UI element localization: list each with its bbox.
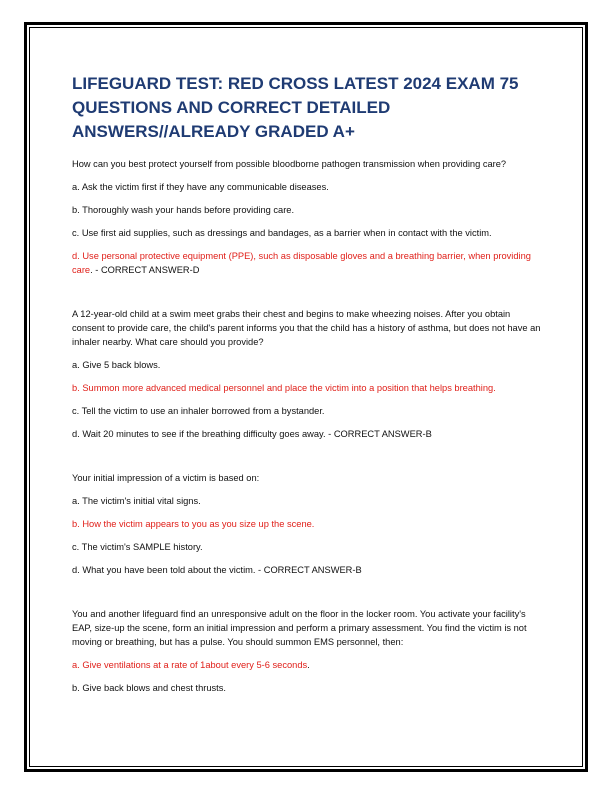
answer-option-a: a. The victim's initial vital signs. <box>72 496 201 506</box>
question-block-1 <box>72 157 542 277</box>
correct-answer-option-b: b. How the victim appears to you as you size up the scene. <box>72 519 315 529</box>
answer-key: . - CORRECT ANSWER-D <box>90 265 200 275</box>
question-text: Your initial impression of a victim is based on: <box>72 473 260 483</box>
answer-option-c: c. Use first aid supplies, such as dressings and bandages, as a barrier when in contact with the victim. <box>72 228 492 238</box>
question-block-4 <box>72 607 542 695</box>
answer-option-c: c. The victim's SAMPLE history. <box>72 542 203 552</box>
question-block-2 <box>72 307 542 441</box>
answer-option-c: c. Tell the victim to use an inhaler borrowed from a bystander. <box>72 406 325 416</box>
correct-answer-text: a. Give ventilations at a rate of 1about every 5-6 seconds <box>72 660 308 670</box>
correct-answer-text: Use personal protective equipment (PPE), such as disposable gloves and a breathing barrier, when providing care <box>72 251 531 275</box>
document-title: LIFEGUARD TEST: RED CROSS LATEST 2024 EXAM 75 QUESTIONS AND CORRECT DETAILED ANSWERS//ALREADY GRADED A+ <box>72 74 519 141</box>
answer-option-d: d. Wait 20 minutes to see if the breathing difficulty goes away. - CORRECT ANSWER-B <box>72 429 432 439</box>
answer-option-a: a. Ask the victim first if they have any communicable diseases. <box>72 182 329 192</box>
answer-option-a: a. Give 5 back blows. <box>72 360 161 370</box>
answer-option-d: d. What you have been told about the victim. - CORRECT ANSWER-B <box>72 565 362 575</box>
answer-option-d <box>72 249 542 277</box>
answer-option-b: b. Give back blows and chest thrusts. <box>72 683 226 693</box>
answer-option-b: b. Thoroughly wash your hands before providing care. <box>72 205 295 215</box>
option-suffix: . <box>307 660 310 670</box>
option-prefix: d. <box>72 251 83 261</box>
correct-answer-option-a <box>72 658 542 672</box>
correct-answer-option-b: b. Summon more advanced medical personnel and place the victim into a position that helps breathing. <box>72 383 496 393</box>
question-text: A 12-year-old child at a swim meet grabs their chest and begins to make wheezing noises. After you obtain consent to provide care, the child's parent informs you that the child has a history of asthma, but does not have an inhaler nearby. What care should you provide? <box>72 309 541 347</box>
question-block-3 <box>72 471 542 577</box>
question-text: You and another lifeguard find an unresponsive adult on the floor in the locker room. You activate your facility's EAP, size-up the scene, form an initial impression and perform a primary assessment. You find the victim is not moving or breathing, but has a pulse. You should summon EMS personnel, then: <box>72 609 527 647</box>
document-body <box>72 72 542 704</box>
question-text: How can you best protect yourself from possible bloodborne pathogen transmission when providing care? <box>72 159 507 169</box>
